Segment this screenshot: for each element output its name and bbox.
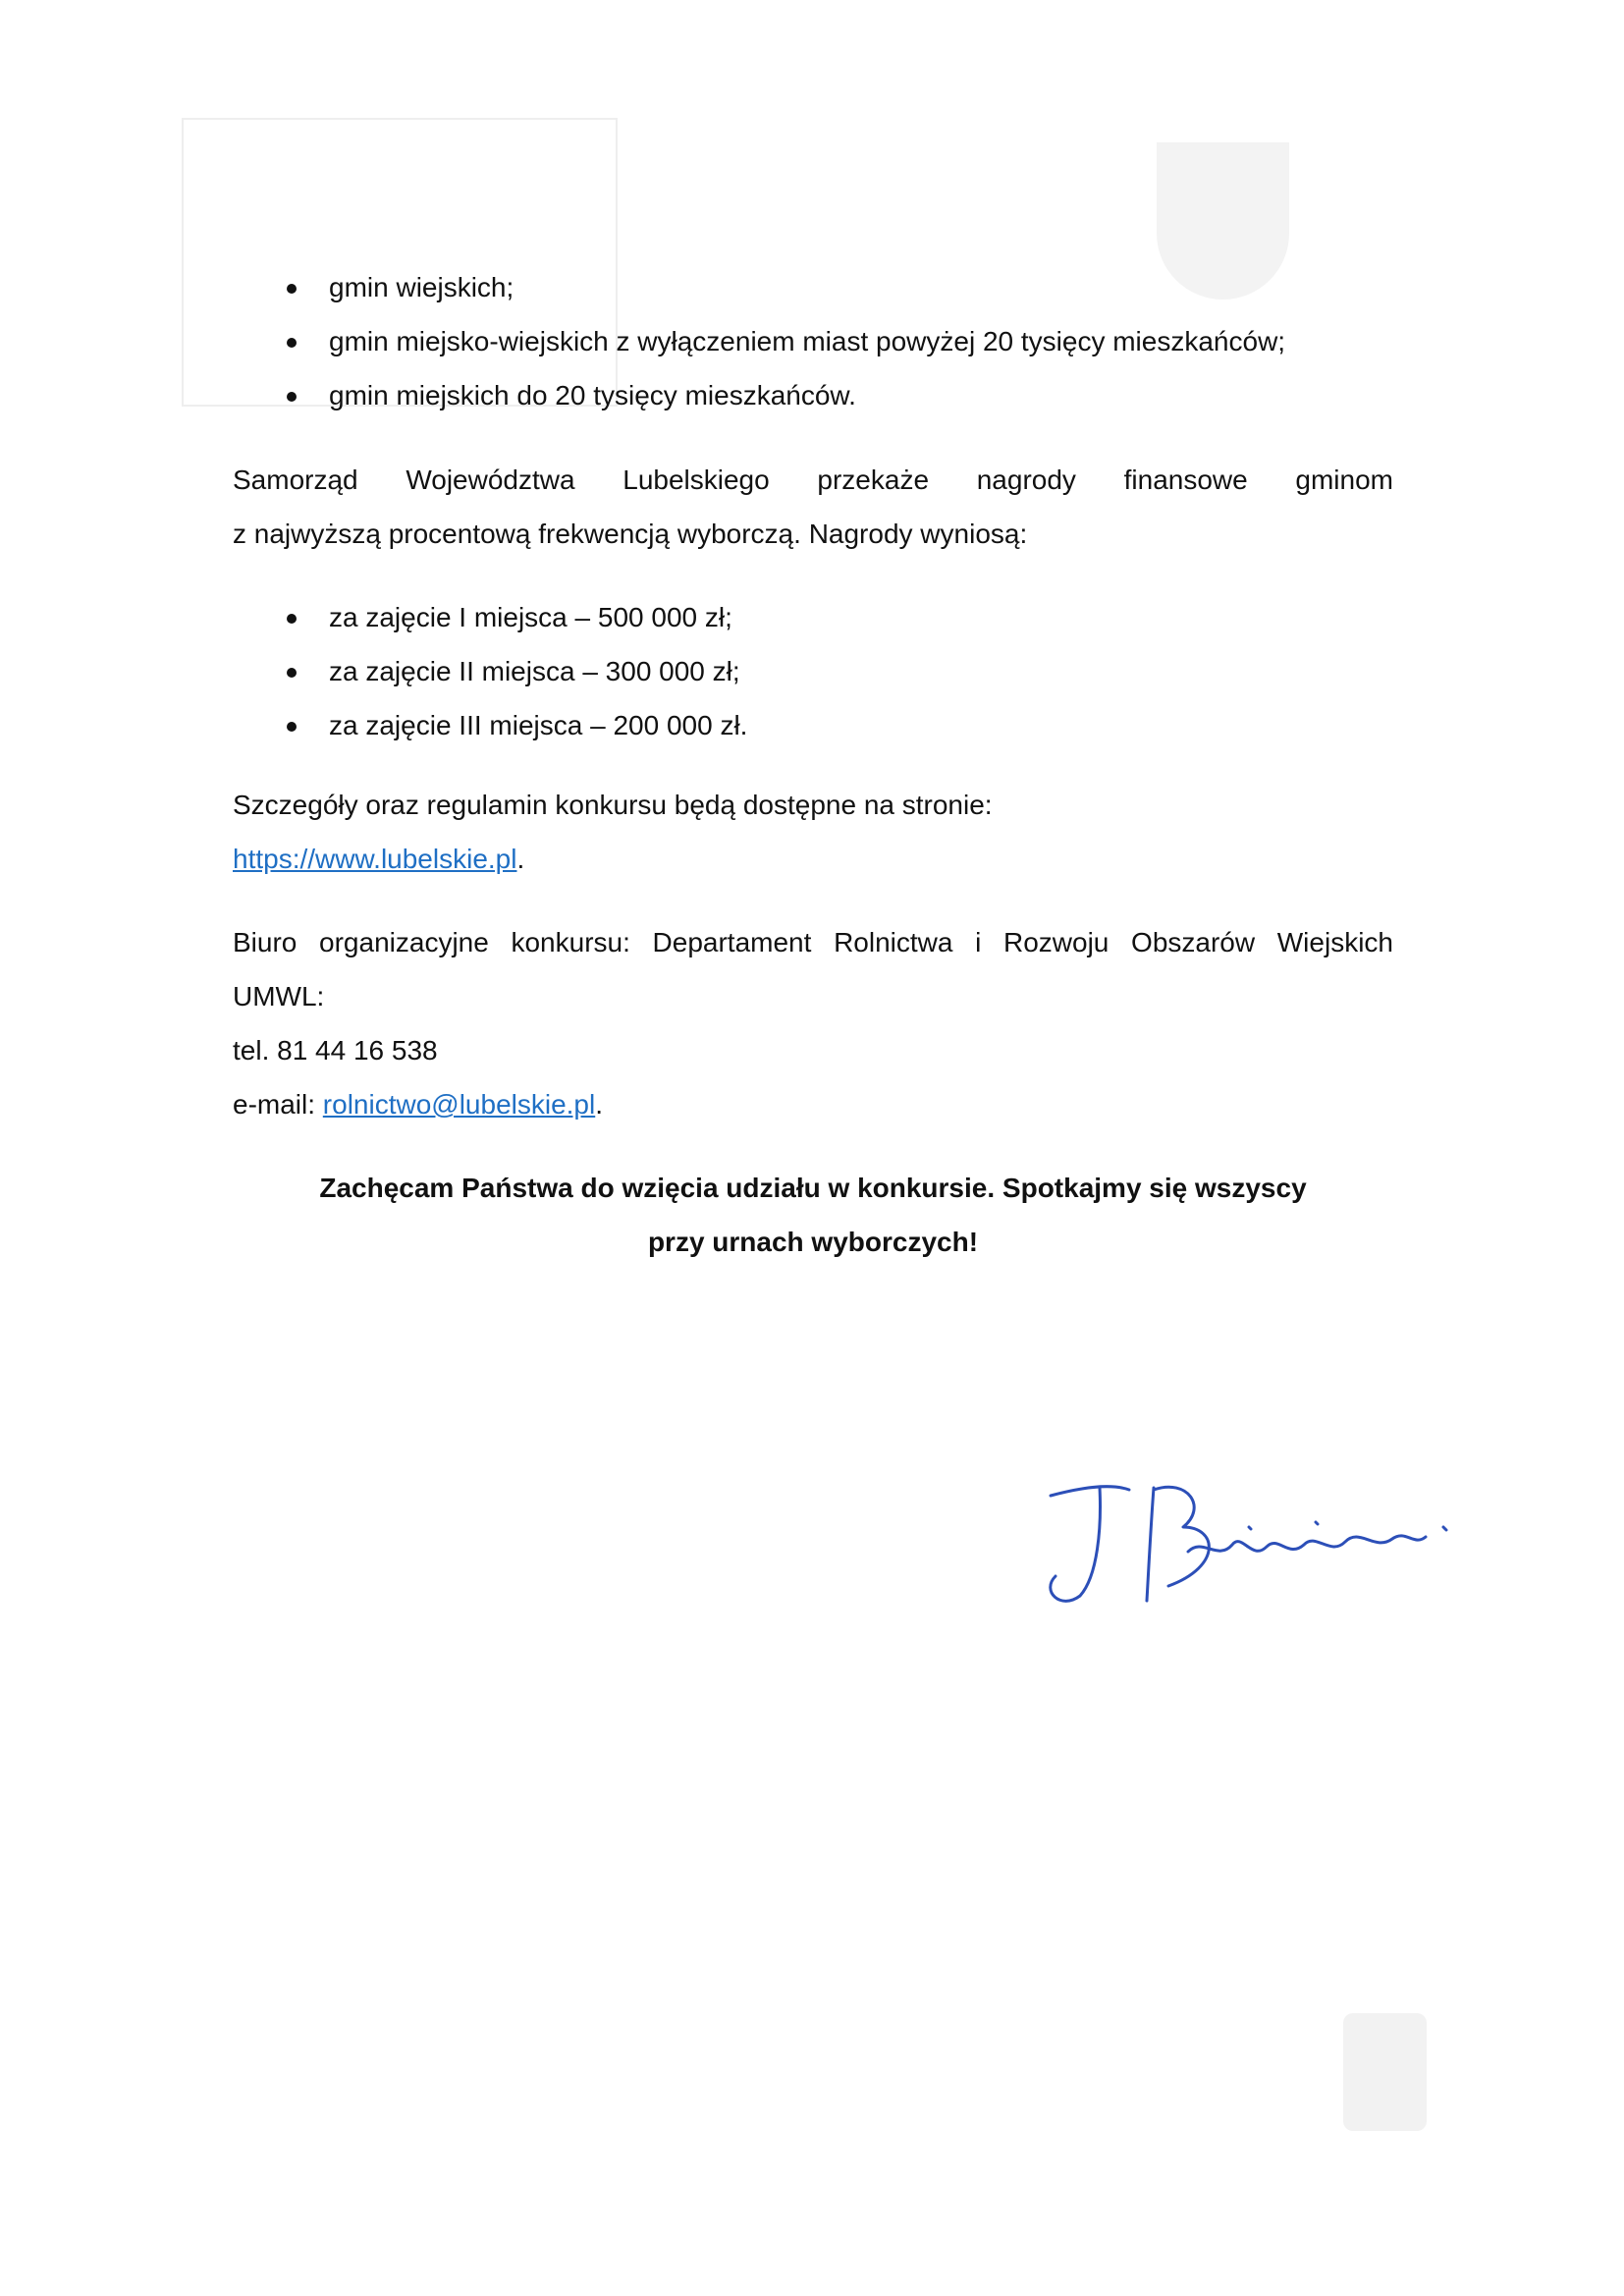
- szczegoly-paragraph: Szczegóły oraz regulamin konkursu będą dostępne na stronie: https://www.lubelskie.pl.: [233, 790, 993, 874]
- list-item: gmin wiejskich;: [233, 260, 1393, 314]
- letter-body: [233, 260, 1393, 1269]
- szczegoly-text: Szczegóły oraz regulamin konkursu będą dostępne na stronie:: [233, 790, 993, 820]
- closing-line-1: Zachęcam Państwa do wzięcia udziału w konkursie. Spotkajmy się wszyscy: [319, 1173, 1307, 1203]
- biuro-paragraph: Biuro organizacyjne konkursu: Departament Rolnictwa i Rozwoju Obszarów Wiejskich UMWL: tel. 81 44 16 538 e-mail: rolnictwo@lubelskie.pl.: [233, 915, 1393, 1131]
- website-link[interactable]: https://www.lubelskie.pl: [233, 844, 517, 874]
- nagrody-line-1: Samorząd Województwa Lubelskiego przekaże nagrody finansowe gminom: [233, 465, 1393, 495]
- list-item: za zajęcie III miejsca – 200 000 zł.: [233, 698, 1393, 752]
- list-item: gmin miejskich do 20 tysięcy mieszkańców.: [233, 368, 1393, 422]
- list-item: gmin miejsko-wiejskich z wyłączeniem miast powyżej 20 tysięcy mieszkańców;: [233, 314, 1393, 368]
- bullet-icon: [287, 338, 297, 348]
- nagrody-list: [233, 590, 1393, 752]
- biuro-line-2: UMWL:: [233, 981, 325, 1011]
- bullet-icon: [287, 392, 297, 402]
- email-link[interactable]: rolnictwo@lubelskie.pl: [322, 1089, 596, 1120]
- biuro-line-1: Biuro organizacyjne konkursu: Departament Rolnictwa i Rozwoju Obszarów Wiejskich: [233, 927, 1393, 957]
- nagrody-line-2: z najwyższą procentową frekwencją wyborczą. Nagrody wyniosą:: [233, 519, 1028, 549]
- gminy-list: [233, 260, 1393, 422]
- handwritten-signature: [1021, 1468, 1492, 1615]
- closing-statement: [233, 1161, 1393, 1269]
- bullet-icon: [287, 668, 297, 678]
- list-item: za zajęcie I miejsca – 500 000 zł;: [233, 590, 1393, 644]
- bleed-through-logo: [1343, 2013, 1427, 2131]
- list-item: za zajęcie II miejsca – 300 000 zł;: [233, 644, 1393, 698]
- nagrody-paragraph: [233, 453, 1393, 561]
- phone-number: tel. 81 44 16 538: [233, 1035, 438, 1066]
- closing-line-2: przy urnach wyborczych!: [647, 1227, 979, 1257]
- bullet-icon: [287, 722, 297, 732]
- bullet-icon: [287, 614, 297, 624]
- bullet-icon: [287, 284, 297, 294]
